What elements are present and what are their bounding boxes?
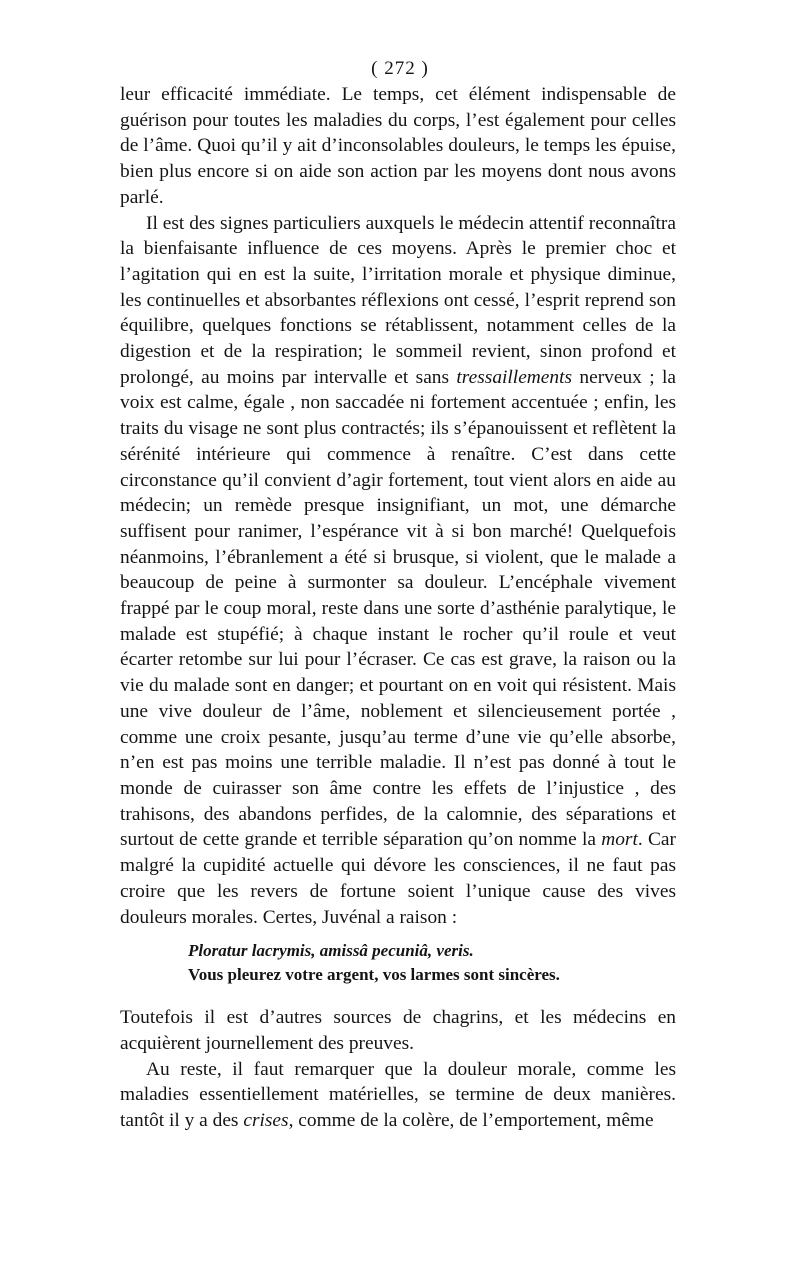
quote-french: Vous pleurez votre argent, vos larmes sont sincères. — [188, 965, 560, 985]
body-text — [120, 82, 676, 1134]
paragraph-1: leur efficacité immédiate. Le temps, cet élément indispensable de guérison pour toutes les maladies du corps, l’est également pour celles de l’âme. Quoi qu’il y ait d’inconsolables douleurs, le temps les épuise, bien plus encore si on aide son action par les moyens dont nous avons parlé. — [120, 84, 676, 208]
paragraph-2-part-c: . Car malgré la cupidité actuelle qui dévore les consciences, il ne faut pas croire que les revers de fortune soient l’unique cause des vives douleurs morales. Certes, Juvénal a raison : — [120, 829, 676, 928]
quotation — [188, 939, 676, 987]
paragraph-2-part-a: Il est des signes particuliers auxquels le médecin attentif reconnaîtra la bienfaisante influence de ces moyens. Après le premier choc et l’agitation qui en est la suite, l’irritation morale et physique diminue, les continuelles et absorbantes réflexions ont cessé, l’esprit reprend son équilibre, quelques fonctions se rétablissent, notamment celles de la digestion et de la respiration; le sommeil revient, sinon profond et prolongé, au moins par intervalle et sans — [120, 212, 676, 388]
page-number: ( 272 ) — [371, 58, 429, 79]
quote-latin: Ploratur lacrymis, amissâ pecuniâ, veris. — [188, 941, 474, 961]
paragraph-4-part-a: Au reste, il faut remarquer que la douleur morale, comme les maladies essentiellement matérielles, se termine de deux manières. tantôt il y a des — [120, 1058, 676, 1132]
emphasis-mort: mort — [601, 829, 638, 851]
emphasis-tressaillements: tressaillements — [456, 366, 573, 388]
paragraph-3: Toutefois il est d’autres sources de chagrins, et les médecins en acquièrent journellement des preuves. — [120, 1007, 676, 1054]
paragraph-2-part-b: nerveux ; la voix est calme, égale , non saccadée ni fortement accentuée ; enfin, les traits du visage ne sont plus contractés; ils s’épanouissent et reflètent la sérénité intérieure qui commence à renaître. C’est dans cette circonstance qu’il convient d’agir fortement, tout vient alors en aide au médecin; un remède presque insignifiant, un mot, une démarche suffisent pour ranimer, l’espérance vit à si bon marché! Quelquefois néanmoins, l’ébranlement a été si brusque, si violent, que le malade a beaucoup de peine à surmonter sa douleur. L’encéphale vivement frappé par le coup moral, reste dans une sorte d’asthénie paralytique, le malade est stupéfié; à chaque instant le rocher qu’il roule et veut écarter retombe sur lui pour l’écraser. Ce cas est grave, la raison ou la vie du malade sont en danger; et pourtant on en voit qui résistent. Mais une vive douleur de l’âme, noblement et silencieusement portée , comme une croix pesante, jusqu’au terme d’une vie qu’elle absorbe, n’en est pas moins une terrible maladie. Il n’est pas donné à tout le monde de cuirasser son âme contre les effets de l’injustice , des trahisons, des abandons perfides, de la calomnie, des séparations et surtout de cette grande et terrible séparation qu’on nomme la — [120, 366, 676, 851]
paragraph-4 — [120, 1057, 676, 1134]
paragraph-4-part-b: , comme de la colère, de l’emportement, même — [288, 1110, 654, 1132]
emphasis-crises: crises — [243, 1110, 289, 1132]
paragraph-2 — [120, 211, 676, 931]
